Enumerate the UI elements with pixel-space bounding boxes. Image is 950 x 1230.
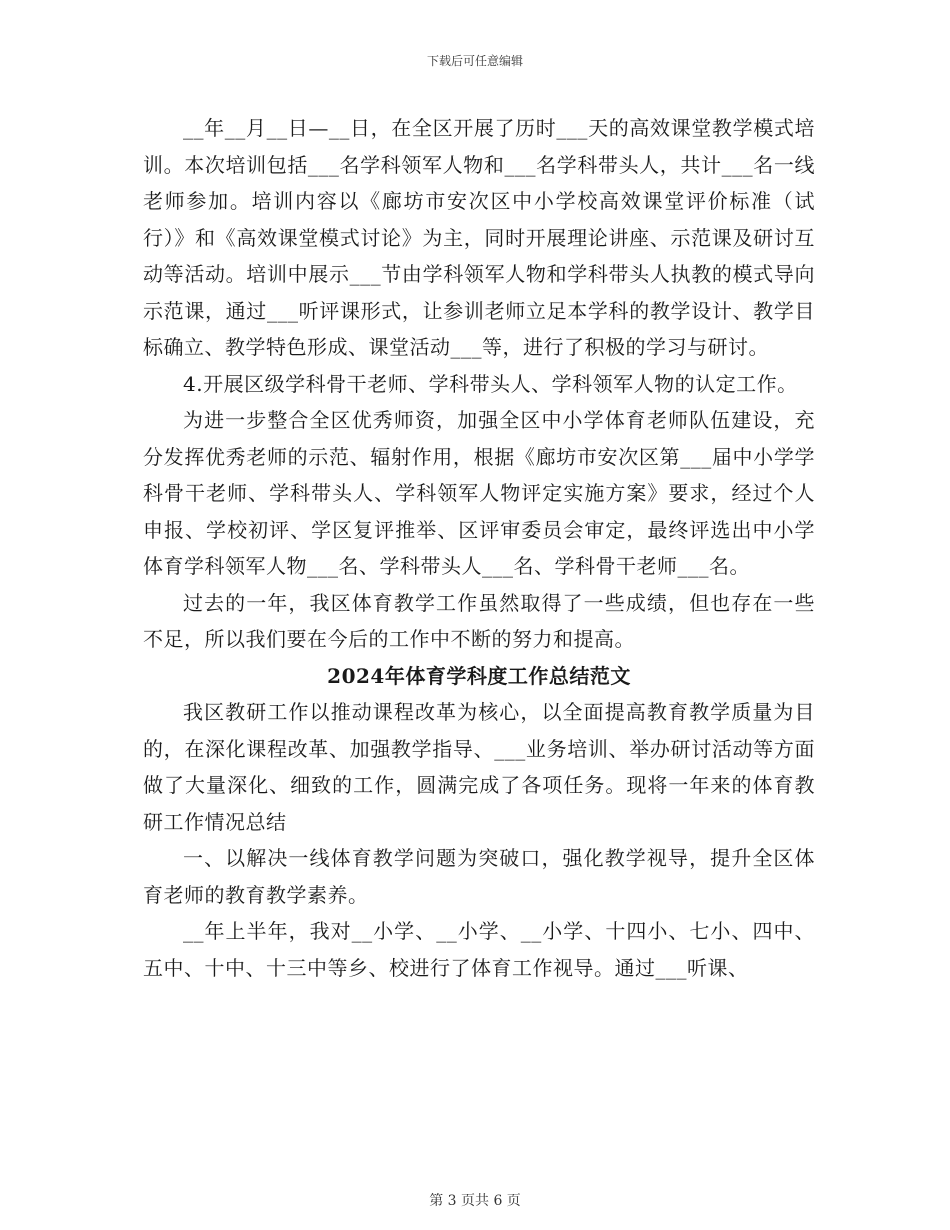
page-header: 下载后可任意编辑 (426, 54, 523, 68)
paragraph-conclusion: 过去的一年，我区体育教学工作虽然取得了一些成绩，但也存在一些不足，所以我们要在今后的工作中不断的努力和提高。 (143, 590, 815, 651)
paragraph-point-1: 一、以解决一线体育教学问题为突破口，强化教学视导，提升全区体育老师的教育教学素养。 (143, 846, 815, 907)
paragraph-intro: 我区教研工作以推动课程改革为核心，以全面提高教育教学质量为目的，在深化课程改革、加强教学指导、___业务培训、举办研讨活动等方面做了大量深化、细致的工作，圆满完成了各项任务。现将一年来的体育教研工作情况总结 (143, 700, 815, 834)
paragraph-inspection: __年上半年，我对__小学、__小学、__小学、十四小、七小、四中、五中、十中、十三中等乡、校进行了体育工作视导。通过___听课、 (143, 919, 815, 980)
document-body (143, 110, 815, 986)
section-title: 2024年体育学科度工作总结范文 (327, 663, 631, 688)
paragraph-item-4: 4.开展区级学科骨干老师、学科带头人、学科领军人物的认定工作。 (183, 371, 798, 396)
paragraph-training: __年__月__日—__日，在全区开展了历时___天的高效课堂教学模式培训。本次培训包括___名学科领军人物和___名学科带头人，共计___名一线老师参加。培训内容以《廊坊市安次区中小学校高效课堂评价标准（试行）》和《高效课堂模式讨论》为主，同时开展理论讲座、示范课及研讨互动等活动。培训中展示___节由学科领军人物和学科带头人执教的模式导向示范课，通过___听评课形式，让参训老师立足本学科的教学设计、教学目标确立、教学特色形成、课堂活动___等，进行了积极的学习与研讨。 (143, 116, 815, 359)
page-footer: 第 3 页共 6 页 (429, 1193, 521, 1209)
paragraph-selection: 为进一步整合全区优秀师资，加强全区中小学体育老师队伍建设，充分发挥优秀老师的示范、辐射作用，根据《廊坊市安次区第___届中小学学科骨干老师、学科带头人、学科领军人物评定实施方案》要求，经过个人申报、学校初评、学区复评推举、区评审委员会审定，最终评选出中小学体育学科领军人物___名、学科带头人___名、学科骨干老师___名。 (143, 408, 815, 578)
